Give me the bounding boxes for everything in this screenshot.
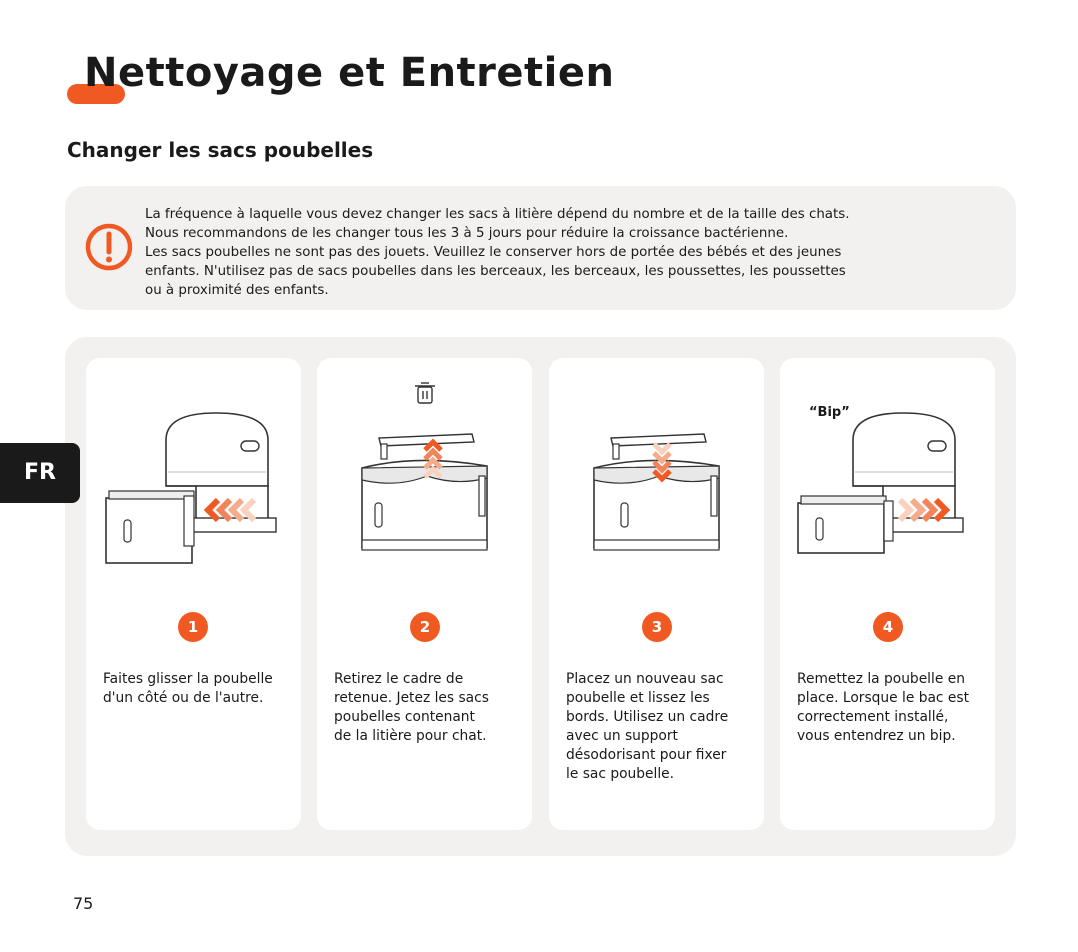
step-line: Remettez la poubelle en (797, 671, 965, 687)
step-number: 1 (178, 612, 208, 642)
place-new-bag-illustration (549, 358, 764, 608)
step-line: vous entendrez un bip. (797, 728, 956, 744)
step-line: de la litière pour chat. (334, 728, 487, 744)
step-line: poubelle et lissez les (566, 690, 710, 706)
step-line: désodorisant pour fixer (566, 747, 727, 763)
step-description (566, 670, 758, 784)
page-number: 75 (73, 894, 94, 913)
step-number: 4 (873, 612, 903, 642)
step-line: avec un support (566, 728, 678, 744)
step-line: le sac poubelle. (566, 766, 675, 782)
warning-text (145, 205, 1005, 300)
language-tab: FR (0, 443, 80, 503)
step-card-2 (317, 358, 532, 830)
step-number: 3 (642, 612, 672, 642)
step-line: poubelles contenant (334, 709, 475, 725)
warning-line: enfants. N'utilisez pas de sacs poubelles dans les berceaux, les berceaux, les poussettes, les poussettes (145, 264, 846, 279)
step-line: d'un côté ou de l'autre. (103, 690, 264, 706)
step-number: 2 (410, 612, 440, 642)
page-title: Nettoyage et Entretien (84, 50, 615, 96)
litter-box-slide-in-illustration (780, 358, 995, 608)
warning-box (65, 186, 1016, 310)
warning-line: Nous recommandons de les changer tous les 3 à 5 jours pour réduire la croissance bactérienne. (145, 226, 789, 241)
warning-line: Les sacs poubelles ne sont pas des jouets. Veuillez le conserver hors de portée des bébés et des jeunes (145, 245, 842, 260)
remove-frame-illustration (317, 358, 532, 608)
step-card-4 (780, 358, 995, 830)
trash-icon (415, 383, 435, 403)
warning-line: La fréquence à laquelle vous devez changer les sacs à litière dépend du nombre et de la taille des chats. (145, 207, 850, 222)
step-card-1 (86, 358, 301, 830)
step-description (103, 670, 295, 708)
steps-panel (65, 337, 1016, 856)
step-card-3 (549, 358, 764, 830)
step-line: Retirez le cadre de (334, 671, 464, 687)
step-line: correctement installé, (797, 709, 949, 725)
exclamation-circle-icon (84, 222, 134, 272)
step-line: place. Lorsque le bac est (797, 690, 969, 706)
step-description (797, 670, 989, 746)
litter-box-slide-out-illustration (86, 358, 301, 608)
step-line: bords. Utilisez un cadre (566, 709, 729, 725)
step-line: retenue. Jetez les sacs (334, 690, 489, 706)
section-title: Changer les sacs poubelles (67, 138, 374, 162)
warning-line: ou à proximité des enfants. (145, 283, 329, 298)
step-line: Placez un nouveau sac (566, 671, 724, 687)
bip-label: “Bip” (809, 405, 850, 420)
step-line: Faites glisser la poubelle (103, 671, 273, 687)
step-description (334, 670, 526, 746)
